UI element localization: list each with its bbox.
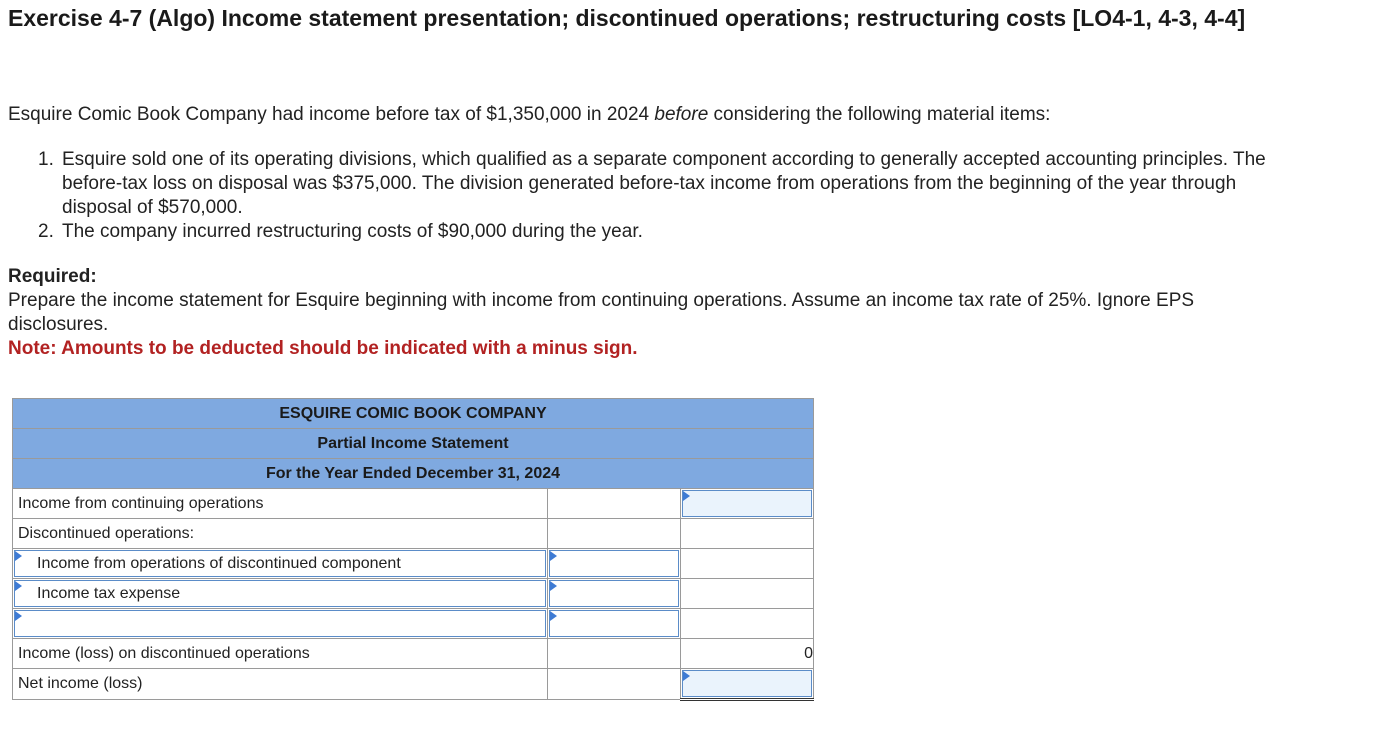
table-row [13,579,814,609]
list-item: 1. Esquire sold one of its operating divisions, which qualified as a separate component according to generally accepted accounting principles. The before-tax loss on disposal was $375,000. The division generated before-tax income from operations from the beginning of the year through disposal of $570,000. [38,149,1266,218]
dropdown-marker-icon [683,671,690,681]
continuing-ops-label: Income from continuing operations [13,489,548,519]
table-row [13,609,814,639]
income-tax-expense-select[interactable]: Income tax expense [14,580,546,607]
exercise-title: Exercise 4-7 (Algo) Income statement presentation; discontinued operations; restructuring costs [LO4-1, 4-3, 4-4] [8,5,1246,31]
blank-line-select[interactable] [14,610,546,637]
dropdown-marker-icon [550,551,557,561]
income-tax-expense-amount-input[interactable] [549,580,679,607]
required-section [8,265,1268,361]
net-income-label: Net income (loss) [13,669,548,700]
income-statement-table [12,398,814,701]
minus-sign-note: Note: Amounts to be deducted should be indicated with a minus sign. [8,338,638,359]
list-item: 2. The company incurred restructuring costs of $90,000 during the year. [38,221,643,242]
material-items-list [38,148,1298,244]
dropdown-marker-icon [15,551,22,561]
intro-text: Esquire Comic Book Company had income before tax of $1,350,000 in 2024 before considering the following material items: [8,104,1051,125]
table-row [13,639,814,669]
discontinued-ops-label: Discontinued operations: [13,519,548,549]
dropdown-marker-icon [550,611,557,621]
loss-discontinued-value: 0 [681,639,814,669]
net-income-amount-input[interactable] [682,670,812,697]
company-name: ESQUIRE COMIC BOOK COMPANY [13,399,814,429]
dropdown-marker-icon [683,491,690,501]
blank-line-amount-input[interactable] [549,610,679,637]
table-row [13,519,814,549]
required-instructions: Prepare the income statement for Esquire beginning with income from continuing operations. Assume an income tax rate of 25%. Ignore EPS disclosures. [8,290,1195,335]
continuing-ops-amount-input[interactable] [682,490,812,517]
income-ops-discontinued-amount-input[interactable] [549,550,679,577]
table-row [13,549,814,579]
dropdown-marker-icon [550,581,557,591]
statement-name: Partial Income Statement [13,429,814,459]
dropdown-marker-icon [15,581,22,591]
statement-period: For the Year Ended December 31, 2024 [13,459,814,489]
table-row [13,489,814,519]
loss-discontinued-label: Income (loss) on discontinued operations [13,639,548,669]
income-ops-discontinued-select[interactable]: Income from operations of discontinued component [14,550,546,577]
required-heading: Required: [8,266,97,287]
dropdown-marker-icon [15,611,22,621]
table-row [13,669,814,700]
